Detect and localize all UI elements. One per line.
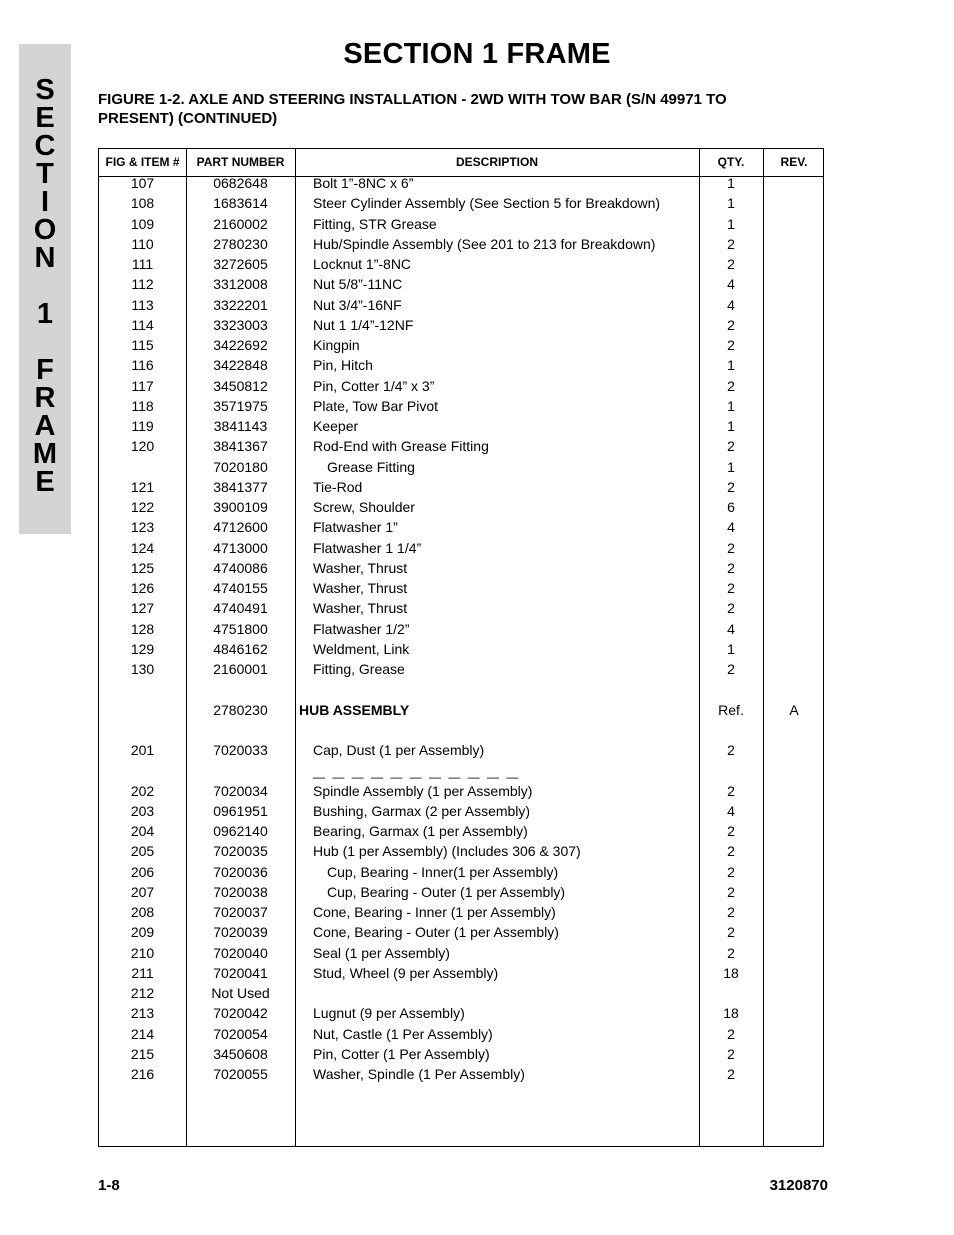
page-title: SECTION 1 FRAME bbox=[343, 38, 611, 70]
section-side-tab bbox=[19, 44, 71, 534]
qty-cell: 18 bbox=[723, 1005, 739, 1022]
part-number-cell: 3312008 bbox=[213, 276, 268, 293]
description-cell: Stud, Wheel (9 per Assembly) bbox=[313, 964, 499, 981]
item-number-cell: 119 bbox=[131, 418, 154, 434]
header-rev: REV. bbox=[780, 155, 808, 169]
part-number-cell: 7020039 bbox=[213, 924, 268, 941]
item-number-cell: 115 bbox=[131, 337, 154, 353]
description-cell: Pin, Hitch bbox=[313, 357, 373, 374]
table-row bbox=[99, 700, 823, 720]
table-row bbox=[99, 679, 823, 699]
side-tab-letter: M bbox=[32, 438, 58, 470]
side-tab-letter bbox=[19, 328, 71, 356]
rev-cell: A bbox=[789, 701, 799, 718]
qty-cell: 4 bbox=[727, 276, 735, 293]
part-number-cell: 3841143 bbox=[213, 418, 268, 434]
part-number-cell: 7020034 bbox=[213, 782, 268, 799]
description-cell: Grease Fitting bbox=[327, 458, 415, 475]
description-cell: Cone, Bearing - Inner (1 per Assembly) bbox=[313, 904, 556, 920]
part-number-cell: 7020055 bbox=[213, 1066, 268, 1082]
item-number-cell: 213 bbox=[130, 1005, 155, 1022]
item-number-cell: 114 bbox=[131, 316, 154, 333]
qty-cell: 2 bbox=[727, 580, 735, 596]
item-number-cell: 211 bbox=[131, 964, 154, 981]
part-number-cell: 4751800 bbox=[213, 620, 268, 637]
description-cell: Lugnut (9 per Assembly) bbox=[313, 1005, 465, 1022]
table-row bbox=[99, 619, 823, 639]
part-number-cell: 4740491 bbox=[213, 600, 268, 617]
description-cell: Screw, Shoulder bbox=[313, 499, 415, 515]
item-number-cell: 208 bbox=[130, 904, 155, 920]
item-number-cell: 129 bbox=[130, 640, 155, 657]
description-cell: Kingpin bbox=[313, 337, 360, 353]
description-cell: Nut, Castle (1 Per Assembly) bbox=[313, 1025, 493, 1042]
qty-cell: 1 bbox=[727, 458, 735, 475]
qty-cell: 2 bbox=[727, 924, 735, 941]
table-row bbox=[99, 396, 823, 416]
side-tab-letter: E bbox=[35, 466, 55, 498]
description-cell: Rod-End with Grease Fitting bbox=[313, 438, 489, 455]
table-row bbox=[99, 173, 823, 193]
item-number-cell: 113 bbox=[131, 296, 154, 313]
qty-cell: 2 bbox=[727, 337, 735, 353]
description-cell: Plate, Tow Bar Pivot bbox=[313, 397, 439, 414]
parts-table bbox=[98, 148, 824, 1147]
header-item: FIG & ITEM # bbox=[105, 155, 180, 169]
qty-cell: 1 bbox=[727, 418, 735, 434]
item-number-cell: 118 bbox=[131, 397, 154, 414]
table-row bbox=[99, 922, 823, 942]
side-tab-letter: E bbox=[35, 102, 55, 134]
table-row bbox=[99, 497, 823, 517]
table-row bbox=[99, 659, 823, 679]
part-number-cell: 3422692 bbox=[213, 337, 268, 353]
qty-cell: 2 bbox=[727, 863, 735, 880]
part-number-cell: 1683614 bbox=[213, 195, 268, 212]
part-number-cell: 7020054 bbox=[213, 1025, 268, 1042]
table-row bbox=[99, 477, 823, 497]
side-tab-letter bbox=[19, 272, 71, 300]
side-tab-letter: T bbox=[36, 158, 54, 190]
item-number-cell: 116 bbox=[131, 357, 154, 374]
table-row bbox=[99, 355, 823, 375]
item-number-cell: 121 bbox=[130, 478, 155, 495]
item-number-cell: 126 bbox=[130, 580, 155, 596]
description-cell: Keeper bbox=[313, 418, 359, 434]
header-qty: QTY. bbox=[717, 155, 745, 169]
description-cell: Steer Cylinder Assembly (See Section 5 for Breakdown) bbox=[313, 195, 661, 212]
qty-cell: 2 bbox=[727, 661, 735, 677]
description-cell: Cup, Bearing - Inner(1 per Assembly) bbox=[327, 863, 559, 880]
part-number-cell: 3571975 bbox=[213, 397, 268, 414]
part-number-cell: 7020041 bbox=[213, 964, 268, 981]
part-number-cell: 7020040 bbox=[213, 944, 268, 961]
side-tab-letter: S bbox=[35, 74, 55, 106]
item-number-cell: 206 bbox=[130, 863, 155, 880]
table-row bbox=[99, 457, 823, 477]
side-tab-letter: N bbox=[34, 242, 56, 274]
description-cell: Bushing, Garmax (2 per Assembly) bbox=[313, 802, 531, 819]
part-number-cell: 3322201 bbox=[213, 296, 268, 313]
item-number-cell: 214 bbox=[130, 1025, 155, 1042]
description-cell: Pin, Cotter (1 Per Assembly) bbox=[313, 1045, 490, 1062]
figure-caption: FIGURE 1-2. AXLE AND STEERING INSTALLATION - 2WD WITH TOW BAR (S/N 49971 TO PRESENT) (CONTINUED) bbox=[98, 91, 727, 127]
description-cell: Spindle Assembly (1 per Assembly) bbox=[313, 782, 533, 799]
qty-cell: 2 bbox=[727, 600, 735, 617]
table-row bbox=[99, 720, 823, 740]
qty-cell: 2 bbox=[727, 1045, 735, 1062]
qty-cell: 2 bbox=[727, 843, 735, 860]
part-number-cell: 0962140 bbox=[213, 823, 268, 839]
qty-cell: 1 bbox=[727, 175, 735, 191]
item-number-cell: 216 bbox=[130, 1066, 155, 1082]
item-number-cell: 110 bbox=[131, 235, 154, 252]
table-row bbox=[99, 214, 823, 234]
item-number-cell: 112 bbox=[131, 276, 154, 293]
description-cell: Flatwasher 1 1/4” bbox=[313, 539, 422, 556]
document-number: 3120870 bbox=[769, 1177, 828, 1194]
description-cell: Nut 3/4”-16NF bbox=[313, 296, 402, 313]
qty-cell: 1 bbox=[727, 397, 735, 414]
table-row bbox=[99, 193, 823, 213]
item-number-cell: 205 bbox=[130, 843, 155, 860]
table-row bbox=[99, 416, 823, 436]
qty-cell: Ref. bbox=[718, 701, 744, 718]
item-number-cell: 107 bbox=[130, 175, 155, 191]
qty-cell: 1 bbox=[727, 640, 735, 657]
part-number-cell: 3841377 bbox=[213, 478, 268, 495]
item-number-cell: 108 bbox=[130, 195, 155, 212]
table-row bbox=[99, 436, 823, 456]
qty-cell: 1 bbox=[727, 215, 735, 232]
part-number-cell: 3272605 bbox=[213, 256, 268, 272]
side-tab-letter: 1 bbox=[36, 298, 54, 330]
part-number-cell: Not Used bbox=[211, 985, 270, 1001]
table-row bbox=[99, 578, 823, 598]
qty-cell: 4 bbox=[727, 519, 735, 536]
side-tab-letters bbox=[19, 76, 71, 496]
item-number-cell: 127 bbox=[130, 600, 155, 617]
description-cell: Hub/Spindle Assembly (See 201 to 213 for Breakdown) bbox=[313, 235, 656, 252]
description-cell: Fitting, Grease bbox=[313, 661, 405, 677]
item-number-cell: 210 bbox=[130, 944, 155, 961]
part-number-cell: 0961951 bbox=[213, 802, 268, 819]
part-number-cell: 7020180 bbox=[213, 458, 268, 475]
part-number-cell: 3323003 bbox=[213, 316, 268, 333]
item-number-cell: 215 bbox=[130, 1045, 155, 1062]
qty-cell: 1 bbox=[727, 195, 735, 212]
item-number-cell: 203 bbox=[130, 802, 155, 819]
description-cell: Tie-Rod bbox=[313, 478, 363, 495]
dash-separator: — — — — — — — — — — — bbox=[313, 770, 521, 784]
table-row bbox=[99, 517, 823, 537]
part-number-cell: 2780230 bbox=[213, 235, 268, 252]
table-row bbox=[99, 376, 823, 396]
qty-cell: 4 bbox=[727, 296, 735, 313]
part-number-cell: 7020033 bbox=[213, 742, 268, 758]
page-number: 1-8 bbox=[98, 1177, 120, 1194]
qty-cell: 4 bbox=[727, 620, 735, 637]
table-row bbox=[99, 315, 823, 335]
qty-cell: 2 bbox=[727, 438, 735, 455]
item-number-cell: 128 bbox=[130, 620, 155, 637]
table-row bbox=[99, 882, 823, 902]
qty-cell: 2 bbox=[727, 782, 735, 799]
item-number-cell: 125 bbox=[130, 559, 155, 576]
table-row bbox=[99, 740, 823, 760]
table-row bbox=[99, 598, 823, 618]
table-row bbox=[99, 801, 823, 821]
table-row bbox=[99, 234, 823, 254]
table-row bbox=[99, 963, 823, 983]
table-row bbox=[99, 760, 823, 780]
part-number-cell: 4740155 bbox=[213, 580, 268, 596]
qty-cell: 1 bbox=[727, 357, 735, 374]
description-cell: Cap, Dust (1 per Assembly) bbox=[313, 742, 485, 758]
item-number-cell: 202 bbox=[130, 782, 155, 799]
table-row bbox=[99, 538, 823, 558]
table-row bbox=[99, 821, 823, 841]
item-number-cell: 109 bbox=[130, 215, 155, 232]
description-cell: Washer, Thrust bbox=[313, 559, 408, 576]
part-number-cell: 7020042 bbox=[213, 1005, 268, 1022]
part-number-cell: 4712600 bbox=[213, 519, 268, 536]
side-tab-letter: I bbox=[40, 186, 50, 218]
item-number-cell: 209 bbox=[130, 924, 155, 941]
side-tab-letter: F bbox=[36, 354, 54, 386]
item-number-cell: 201 bbox=[130, 742, 155, 758]
side-tab-letter: A bbox=[34, 410, 56, 442]
header-part-number: PART NUMBER bbox=[196, 155, 285, 169]
table-row bbox=[99, 781, 823, 801]
description-cell: Locknut 1”-8NC bbox=[313, 256, 412, 272]
item-number-cell: 130 bbox=[130, 661, 155, 677]
table-row bbox=[99, 1064, 823, 1084]
part-number-cell: 0682648 bbox=[213, 175, 268, 191]
item-number-cell: 111 bbox=[131, 256, 154, 272]
qty-cell: 2 bbox=[727, 539, 735, 556]
table-row bbox=[99, 1003, 823, 1023]
part-number-cell: 3450812 bbox=[213, 377, 268, 394]
table-row bbox=[99, 841, 823, 861]
description-cell: HUB ASSEMBLY bbox=[299, 701, 410, 718]
qty-cell: 2 bbox=[727, 1025, 735, 1042]
description-cell: Cone, Bearing - Outer (1 per Assembly) bbox=[313, 924, 559, 941]
table-row bbox=[99, 862, 823, 882]
table-row bbox=[99, 295, 823, 315]
part-number-cell: 4740086 bbox=[213, 559, 268, 576]
qty-cell: 2 bbox=[727, 256, 735, 272]
item-number-cell: 207 bbox=[130, 883, 155, 900]
qty-cell: 2 bbox=[727, 944, 735, 961]
part-number-cell: 7020035 bbox=[213, 843, 268, 860]
qty-cell: 4 bbox=[727, 802, 735, 819]
item-number-cell: 117 bbox=[131, 377, 154, 394]
part-number-cell: 7020036 bbox=[213, 863, 268, 880]
table-row bbox=[99, 274, 823, 294]
part-number-cell: 3900109 bbox=[213, 499, 268, 515]
table-row bbox=[99, 1024, 823, 1044]
part-number-cell: 2780230 bbox=[213, 701, 268, 718]
description-cell: Weldment, Link bbox=[313, 640, 410, 657]
description-cell: Bolt 1”-8NC x 6” bbox=[313, 175, 414, 191]
table-row bbox=[99, 639, 823, 659]
qty-cell: 2 bbox=[727, 883, 735, 900]
part-number-cell: 2160001 bbox=[213, 661, 268, 677]
qty-cell: 2 bbox=[727, 377, 735, 394]
table-row bbox=[99, 335, 823, 355]
description-cell: Seal (1 per Assembly) bbox=[313, 944, 450, 961]
description-cell: Washer, Spindle (1 Per Assembly) bbox=[313, 1066, 525, 1082]
description-cell: Flatwasher 1” bbox=[313, 519, 398, 536]
part-number-cell: 4713000 bbox=[213, 539, 268, 556]
header-description: DESCRIPTION bbox=[455, 155, 538, 169]
description-cell: Bearing, Garmax (1 per Assembly) bbox=[313, 823, 528, 839]
item-number-cell: 212 bbox=[130, 985, 155, 1001]
description-cell: Fitting, STR Grease bbox=[313, 215, 437, 232]
description-cell: Cup, Bearing - Outer (1 per Assembly) bbox=[327, 883, 566, 900]
table-row bbox=[99, 943, 823, 963]
side-tab-letter: O bbox=[33, 214, 57, 246]
item-number-cell: 123 bbox=[130, 519, 155, 536]
table-row bbox=[99, 902, 823, 922]
side-tab-letter: R bbox=[34, 382, 56, 414]
item-number-cell: 122 bbox=[130, 499, 155, 515]
item-number-cell: 120 bbox=[130, 438, 155, 455]
description-cell: Flatwasher 1/2” bbox=[313, 620, 410, 637]
table-row bbox=[99, 1044, 823, 1064]
part-number-cell: 7020037 bbox=[213, 904, 268, 920]
part-number-cell: 3422848 bbox=[213, 357, 268, 374]
part-number-cell: 7020038 bbox=[213, 883, 268, 900]
qty-cell: 6 bbox=[727, 499, 735, 515]
qty-cell: 2 bbox=[727, 1066, 735, 1082]
description-cell: Hub (1 per Assembly) (Includes 306 & 307) bbox=[313, 843, 581, 860]
qty-cell: 2 bbox=[727, 478, 735, 495]
side-tab-letter: C bbox=[34, 130, 56, 162]
part-number-cell: 3841367 bbox=[213, 438, 268, 455]
qty-cell: 2 bbox=[727, 235, 735, 252]
part-number-cell: 4846162 bbox=[213, 640, 268, 657]
description-cell: Pin, Cotter 1/4” x 3” bbox=[313, 377, 435, 394]
qty-cell: 2 bbox=[727, 823, 735, 839]
item-number-cell: 204 bbox=[130, 823, 155, 839]
qty-cell: 2 bbox=[727, 559, 735, 576]
description-cell: Washer, Thrust bbox=[313, 600, 408, 617]
part-number-cell: 2160002 bbox=[213, 215, 268, 232]
table-row bbox=[99, 983, 823, 1003]
qty-cell: 2 bbox=[727, 904, 735, 920]
description-cell: Washer, Thrust bbox=[313, 580, 408, 596]
qty-cell: 18 bbox=[723, 964, 739, 981]
qty-cell: 2 bbox=[727, 742, 735, 758]
table-row bbox=[99, 254, 823, 274]
table-row bbox=[99, 558, 823, 578]
description-cell: Nut 5/8”-11NC bbox=[313, 276, 403, 293]
part-number-cell: 3450608 bbox=[213, 1045, 268, 1062]
qty-cell: 2 bbox=[727, 316, 735, 333]
description-cell: Nut 1 1/4”-12NF bbox=[313, 316, 414, 333]
item-number-cell: 124 bbox=[130, 539, 155, 556]
